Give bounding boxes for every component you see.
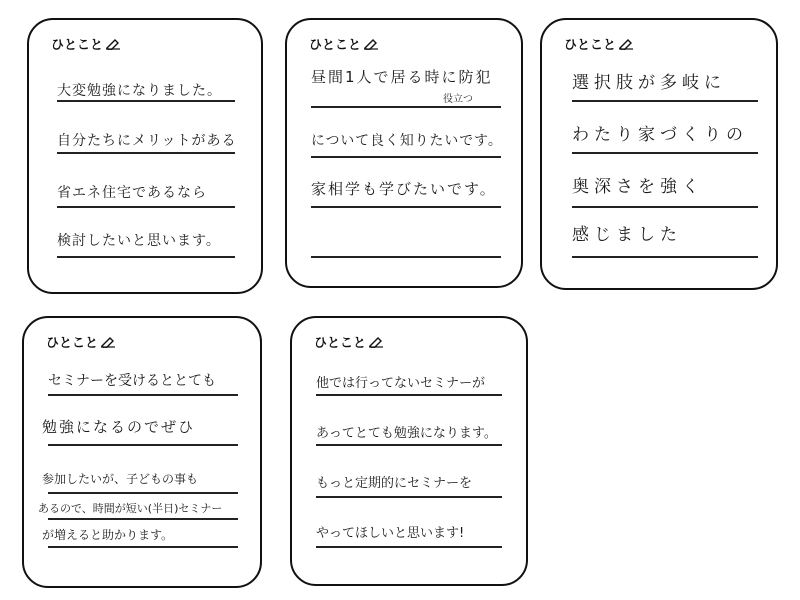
comment-line-1: 選択肢が多岐に — [572, 73, 726, 93]
comment-line-4: やってほしいと思います! — [316, 526, 465, 541]
pencil-icon — [368, 336, 384, 348]
card-header-label: ひとこと — [314, 336, 367, 351]
card-header — [309, 34, 379, 53]
writing-rule — [572, 100, 758, 102]
comment-line-2: 自分たちにメリットがある — [57, 133, 237, 149]
card-header — [564, 34, 634, 53]
card-header — [51, 34, 121, 53]
insertion-annotation: 役立つ — [443, 94, 473, 105]
pencil-icon — [363, 38, 379, 50]
card-header-label: ひとこと — [564, 38, 617, 53]
comment-line-5: が増えると助かります。 — [42, 528, 174, 542]
writing-rule — [311, 256, 501, 258]
writing-rule — [48, 394, 238, 396]
comment-line-1: 昼間1人で居る時に防犯 — [311, 68, 493, 86]
card-header-label: ひとこと — [51, 38, 104, 53]
writing-rule — [572, 152, 758, 154]
comment-line-3: 参加したいが、子どもの事も — [42, 472, 199, 486]
writing-rule — [316, 394, 502, 396]
comment-line-2: わたり家づくりの — [572, 125, 748, 145]
comment-line-3: もっと定期的にセミナーを — [316, 476, 473, 491]
card-header — [46, 332, 116, 351]
writing-rule — [316, 496, 502, 498]
writing-rule — [316, 546, 502, 548]
card-header — [314, 332, 384, 351]
comment-card-3 — [540, 18, 778, 290]
writing-rule — [48, 492, 238, 494]
comment-line-1: 他では行ってないセミナーが — [316, 376, 486, 391]
comment-card-1 — [27, 18, 263, 294]
writing-rule — [572, 206, 758, 208]
comment-line-4: 検討したいと思います。 — [57, 233, 221, 249]
card-header-label: ひとこと — [309, 38, 362, 53]
comment-line-2: 勉強になるのでぜひ — [42, 418, 196, 436]
writing-rule — [311, 206, 501, 208]
comment-line-1: セミナーを受けるととても — [48, 373, 216, 389]
writing-rule — [57, 206, 235, 208]
comment-line-3: 家相学も学びたいです。 — [311, 180, 497, 198]
comment-line-2: あってとても勉強になります。 — [316, 426, 497, 441]
writing-rule — [48, 444, 238, 446]
writing-rule — [311, 106, 501, 108]
comment-line-3: 省エネ住宅であるなら — [57, 185, 207, 201]
comment-line-3: 奥深さを強く — [572, 177, 704, 197]
comment-line-1: 大変勉強になりました。 — [57, 83, 222, 99]
comment-card-4 — [22, 316, 262, 588]
writing-rule — [57, 100, 235, 102]
writing-rule — [48, 518, 238, 520]
writing-rule — [57, 152, 235, 154]
comment-line-4: 感じました — [572, 225, 682, 245]
comment-line-2: について良く知りたいです。 — [311, 133, 503, 149]
pencil-icon — [618, 38, 634, 50]
writing-rule — [57, 256, 235, 258]
comment-line-4: あるので、時間が短い(半日)セミナー — [38, 502, 223, 515]
pencil-icon — [105, 38, 121, 50]
pencil-icon — [100, 336, 116, 348]
writing-rule — [311, 156, 501, 158]
card-header-label: ひとこと — [46, 336, 99, 351]
writing-rule — [48, 546, 238, 548]
writing-rule — [572, 256, 758, 258]
comment-card-2 — [285, 18, 523, 288]
comment-card-5 — [290, 316, 528, 586]
writing-rule — [316, 444, 502, 446]
